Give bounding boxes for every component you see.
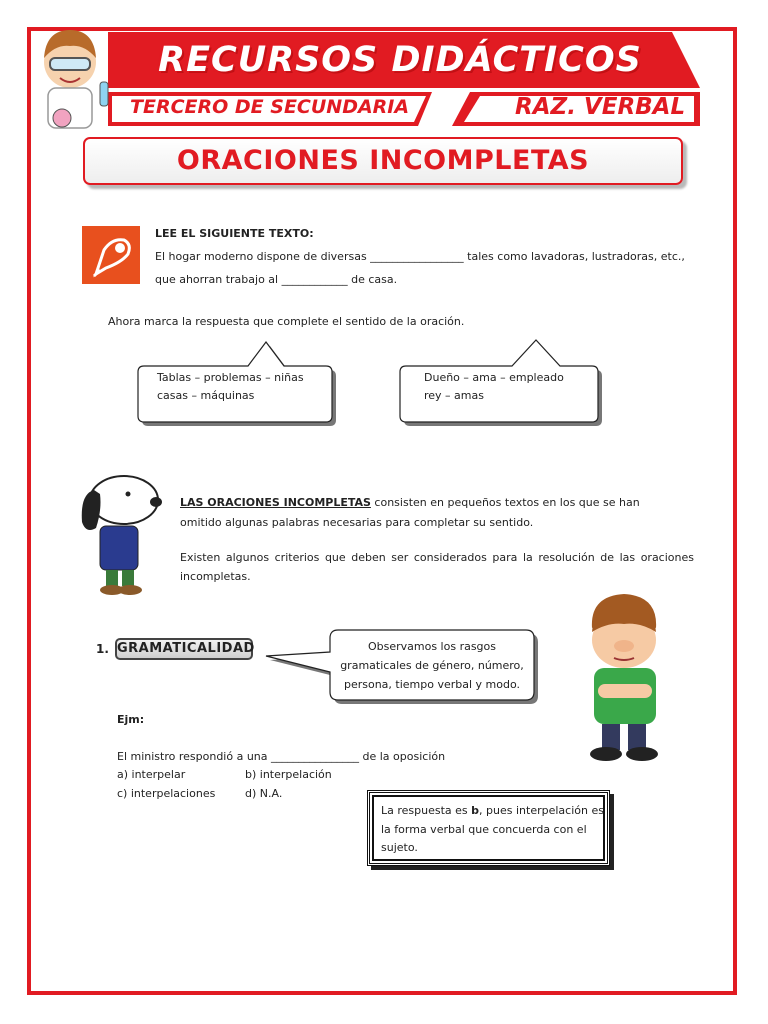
definition-term: LAS ORACIONES INCOMPLETAS: [180, 496, 371, 509]
example-option-c: c) interpelaciones: [117, 787, 216, 800]
answer-line-3: sujeto.: [381, 841, 418, 854]
reading-icon: [82, 226, 140, 284]
option-right-line-2: rey – amas: [424, 389, 484, 402]
example-option-b: b) interpelación: [245, 768, 332, 781]
criterion-label: GRAMATICALIDAD: [115, 638, 253, 660]
criterion-number: 1.: [96, 642, 109, 656]
answer-box: [367, 790, 610, 866]
definition-para2-line-1: Existen algunos criterios que deben ser considerados para la resolución de las oraciones: [180, 551, 694, 564]
example-option-d: d) N.A.: [245, 787, 283, 800]
reading-line-2: que ahorran trabajo al ____________ de casa.: [155, 273, 398, 286]
option-right-line-1: Dueño – ama – empleado: [424, 371, 564, 384]
reading-heading: LEE EL SIGUIENTE TEXTO:: [155, 227, 314, 240]
definition-para2-line-2: incompletas.: [180, 570, 251, 583]
criterion-bubble-line-1: Observamos los rasgos: [367, 640, 497, 653]
banner-title: RECURSOS DIDÁCTICOS: [158, 40, 642, 80]
instruction-text: Ahora marca la respuesta que complete el sentido de la oración.: [108, 315, 465, 328]
reading-line-1: El hogar moderno dispone de diversas _________________ tales como lavadoras, lustradoras, etc.,: [155, 250, 685, 263]
answer-line-2: la forma verbal que concuerda con el: [381, 823, 587, 836]
topic-title: ORACIONES INCOMPLETAS: [83, 137, 683, 185]
answer-letter: b: [471, 804, 480, 817]
example-sentence: El ministro respondió a una ________________ de la oposición: [117, 750, 446, 763]
option-left-line-1: Tablas – problemas – niñas: [157, 371, 304, 384]
definition-line-1: [180, 496, 694, 510]
snoopy-illustration: [72, 470, 164, 598]
example-label: Ejm:: [117, 713, 145, 726]
criterion-bubble-line-2: gramaticales de género, número,: [340, 659, 524, 672]
subject-label: RAZ. VERBAL: [515, 94, 686, 120]
example-option-a: a) interpelar: [117, 768, 186, 781]
header-banner: [0, 0, 768, 135]
grade-label: TERCERO DE SECUNDARIA: [130, 96, 410, 118]
criterion-bubble-line-3: persona, tiempo verbal y modo.: [343, 678, 521, 691]
definition-rest: consisten en pequeños textos en los que se han: [370, 496, 640, 509]
definition-line-2: omitido algunas palabras necesarias para completar su sentido.: [180, 516, 534, 529]
option-left-line-2: casas – máquinas: [157, 389, 255, 402]
answer-line-1: La respuesta es b, pues interpelación es: [381, 804, 604, 817]
boy-illustration: [578, 588, 670, 768]
scientist-kid-illustration: [44, 30, 108, 128]
